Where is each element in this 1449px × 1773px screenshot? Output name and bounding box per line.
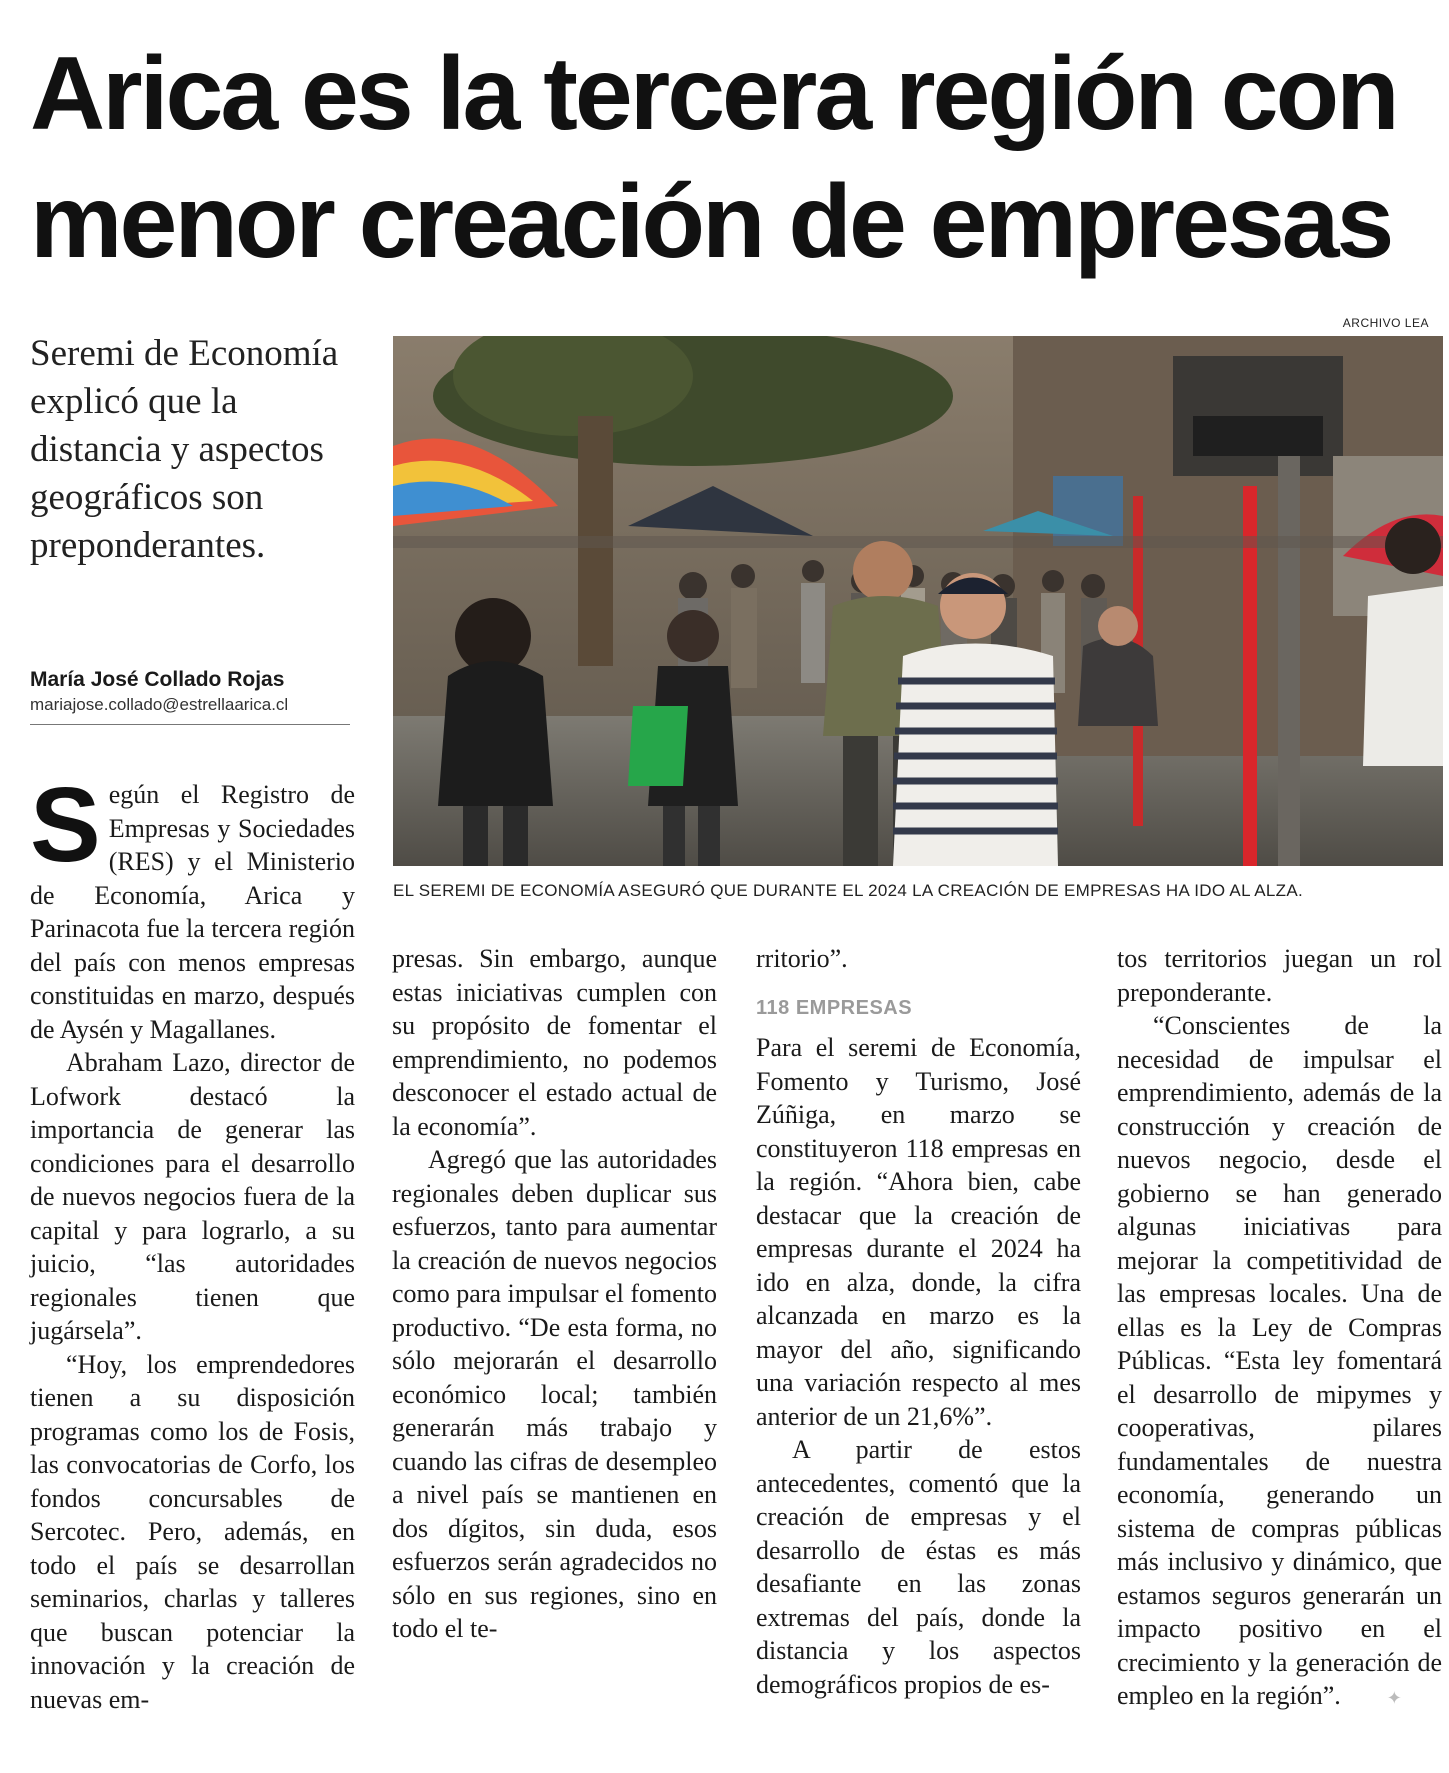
byline	[30, 666, 350, 725]
article-column-2	[392, 942, 717, 1646]
end-mark-icon: ✦	[1386, 1688, 1402, 1708]
author-email: mariajose.collado@estrellaarica.cl	[30, 695, 289, 714]
street-photo	[393, 336, 1443, 866]
article-column-4	[1117, 942, 1442, 1716]
author-name: María José Collado Rojas	[30, 668, 285, 691]
paragraph-6-continued: tos territorios juegan un rol preponderante.	[1117, 944, 1442, 1007]
deck: Seremi de Economía explicó que la distancia y aspectos geográficos son preponderantes.	[30, 333, 339, 566]
photo-caption: EL SEREMI DE ECONOMÍA ASEGURÓ QUE DURANTE EL 2024 LA CREACIÓN DE EMPRESAS HA IDO AL ALZA.	[393, 881, 1304, 900]
paragraph-7-text: “Conscientes de la necesidad de impulsar el emprendimiento, además de la construcción y creación de nuevos negocio, desde el gobierno se han generado algunas iniciativas para mejorar la competitividad de las empresas locales. Una de ellas es la Ley de Compras Públicas. “Esta ley fomentará el desarrollo de mipymes y cooperativas, pilares fundamentales de nuestra economía, generando un sistema de compras públicas más inclusivo y dinámico, que estamos seguros generarán un impacto positivo en el crecimiento y la generación de empleo en la región”.	[1117, 1011, 1442, 1710]
subhead: 118 EMPRESAS	[756, 996, 913, 1019]
paragraph-3-continued: presas. Sin embargo, aunque estas iniciativas cumplen con su propósito de fomentar el emprendimiento, no podemos desconocer el estado actual de la economía”.	[392, 944, 717, 1141]
paragraph-3: “Hoy, los emprendedores tienen a su disposición programas como los de Fosis, las convocatorias de Corfo, los fondos concursables de Sercotec. Pero, además, en todo el país se desarrollan seminarios, charlas y talleres que buscan potenciar la innovación y la creación de nuevas em-	[30, 1349, 355, 1714]
paragraph-4: Agregó que las autoridades regionales deben duplicar sus esfuerzos, tanto para aumentar la creación de nuevos negocios como para impulsar el fomento productivo. “De esta forma, no sólo mejorarán el desarrollo económico local; también generarán más trabajo y cuando las cifras de desempleo a nivel país se mantienen en dos dígitos, sin duda, esos esfuerzos serán agradecidos no sólo en sus regiones, sino en todo el te-	[392, 1145, 717, 1643]
paragraph-6: A partir de estos antecedentes, comentó que la creación de empresas y el desarrollo de éstas es más desafiante en las zonas extremas del país, donde la distancia y los aspectos demográficos propios de es-	[756, 1435, 1081, 1699]
dropcap: S	[30, 766, 101, 884]
paragraph-7	[1117, 1009, 1442, 1716]
paragraph-5: Para el seremi de Economía, Fomento y Turismo, José Zúñiga, en marzo se constituyeron 118 empresas en la región. “Ahora bien, cabe destacar que la creación de empresas durante el 2024 ha ido en alza, donde, la cifra alcanzada en marzo es la mayor del año, significando una variación respecto al mes anterior de un 21,6%”.	[756, 1033, 1081, 1431]
photo-credit: ARCHIVO LEA	[1342, 316, 1429, 330]
headline: Arica es la tercera región con menor creación de empresas	[30, 36, 1397, 280]
paragraph-1-text: egún el Registro de Empresas y Sociedades (RES) y el Ministerio de Economía, Arica y Parinacota fue la tercera región del país con menos empresas constituidas en marzo, después de Aysén y Magallanes.	[30, 780, 355, 1044]
paragraph-2: Abraham Lazo, director de Lofwork destacó la importancia de generar las condiciones para el desarrollo de nuevos negocios fuera de la capital y para lograrlo, a su juicio, “las autoridades regionales tienen que jugársela”.	[30, 1048, 355, 1345]
article-column-1	[30, 766, 355, 1716]
paragraph-1	[30, 766, 355, 1046]
article-column-3	[756, 942, 1081, 1701]
paragraph-4-continued: rritorio”.	[756, 944, 848, 973]
